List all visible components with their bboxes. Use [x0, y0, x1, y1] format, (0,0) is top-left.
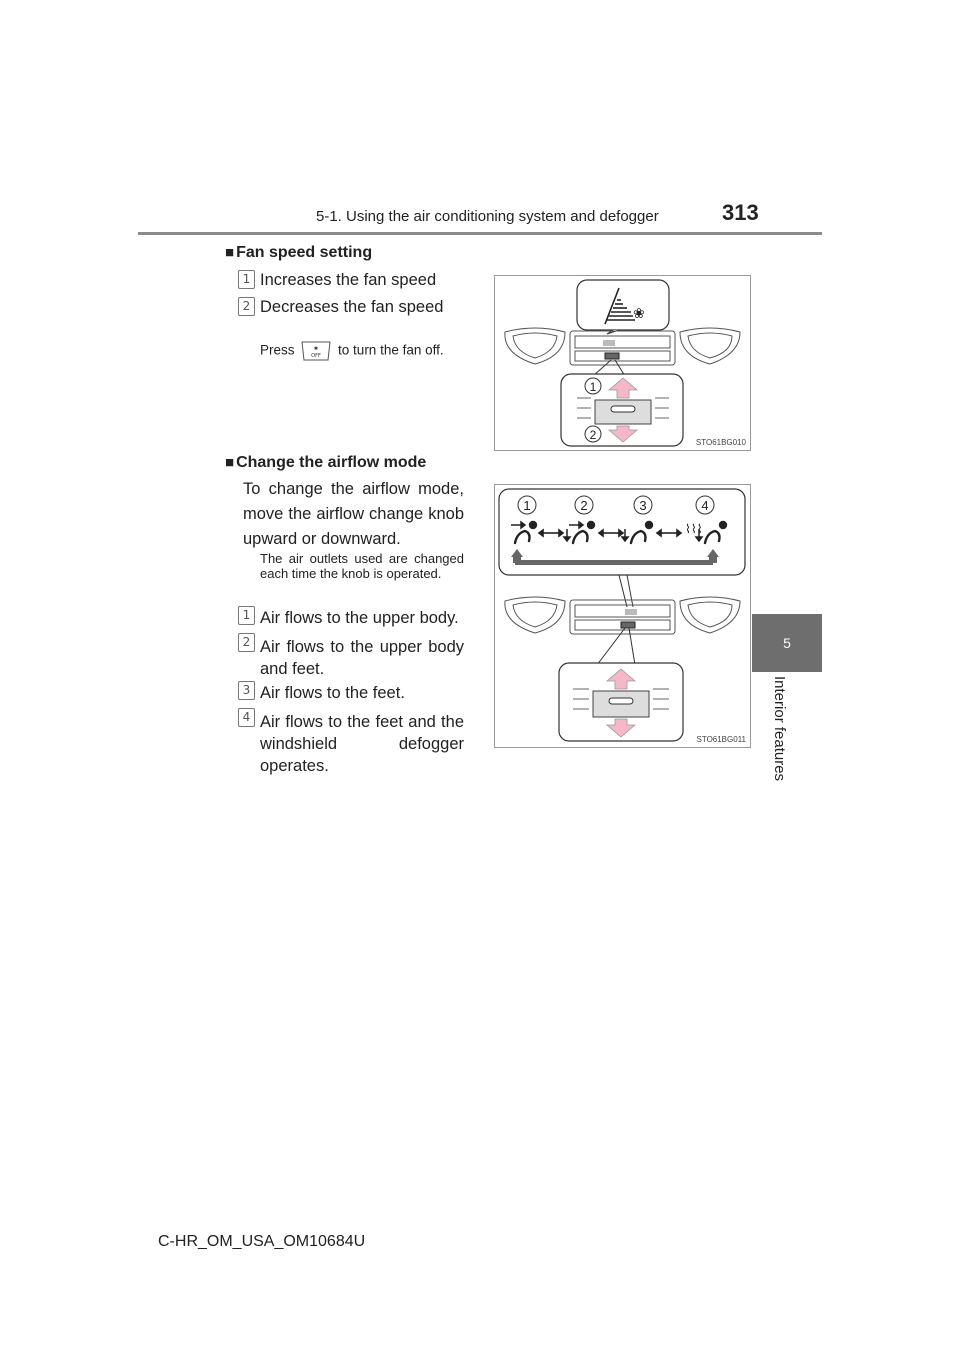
svg-text:OFF: OFF — [311, 353, 322, 359]
chapter-title: Interior features — [771, 676, 788, 782]
item-number: 3 — [238, 681, 255, 700]
airflow-item-text: Air flows to the upper body. — [260, 609, 459, 627]
item-number: 2 — [238, 297, 255, 316]
svg-text:2: 2 — [589, 428, 597, 442]
defogger-icon: ⌇⌇⌇ — [685, 522, 703, 536]
fan-speed-figure — [494, 275, 751, 451]
svg-text:3: 3 — [639, 498, 647, 513]
page-number: 313 — [722, 200, 759, 225]
airflow-item-text: Air flows to the feet and the windshield defogger operates. — [260, 713, 464, 775]
section-title-fan-speed: ■ Fan speed setting — [225, 244, 373, 261]
figure-code: STO61BG010 — [695, 438, 746, 447]
dashboard-illustration — [495, 276, 750, 450]
svg-text:✱: ✱ — [314, 346, 319, 352]
fan-item-text: Decreases the fan speed — [260, 298, 444, 316]
press-off-note: Press ✱ OFF to turn the fan off. — [260, 340, 444, 362]
section-title-airflow: ■ Change the airflow mode — [225, 454, 427, 471]
item-number: 1 — [238, 606, 255, 625]
item-number: 1 — [238, 270, 255, 289]
fan-icon: ❀ — [633, 305, 645, 321]
airflow-item-text: Air flows to the feet. — [260, 684, 405, 702]
airflow-intro: To change the airflow mode, move the airflow change knob upward or downward. — [243, 480, 464, 548]
item-number: 2 — [238, 633, 255, 652]
airflow-item-text: Air flows to the upper body and feet. — [260, 638, 464, 678]
svg-text:1: 1 — [523, 498, 531, 513]
fan-item-text: Increases the fan speed — [260, 271, 437, 289]
svg-text:2: 2 — [580, 498, 588, 513]
square-bullet-icon: ■ — [225, 244, 235, 261]
airflow-illustration — [495, 485, 750, 747]
svg-text:4: 4 — [701, 498, 709, 513]
off-button-icon — [298, 340, 334, 362]
header-rule — [138, 232, 822, 235]
square-bullet-icon: ■ — [225, 454, 235, 471]
running-header: 5-1. Using the air conditioning system and defogger — [316, 208, 659, 225]
svg-text:1: 1 — [589, 380, 597, 394]
airflow-note: The air outlets used are changed each time the knob is operated. — [260, 551, 464, 581]
figure-code: STO61BG011 — [696, 735, 746, 744]
item-number: 4 — [238, 708, 255, 727]
document-code: C-HR_OM_USA_OM10684U — [158, 1233, 366, 1250]
chapter-tab: 5 — [752, 614, 822, 672]
airflow-figure — [494, 484, 751, 748]
